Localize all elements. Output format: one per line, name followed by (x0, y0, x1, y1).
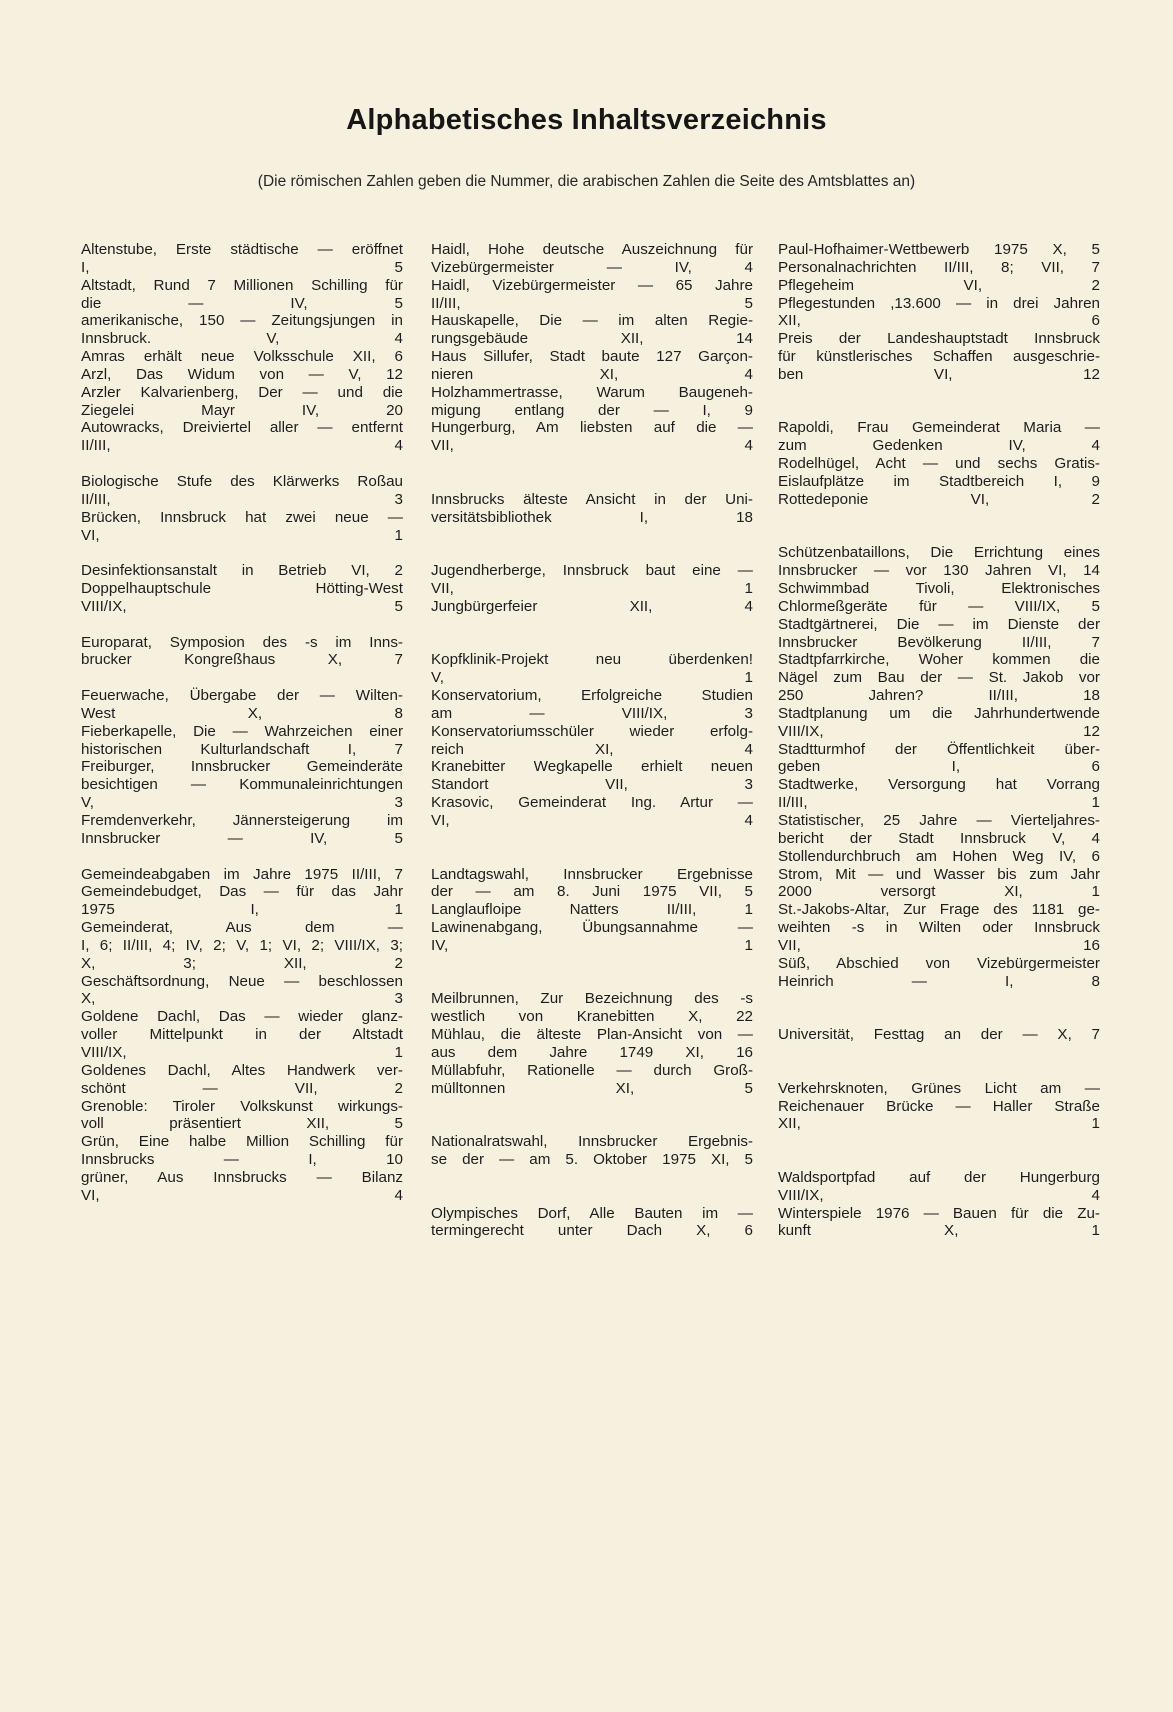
index-entry-line: Grenoble: Tiroler Volkskunst wirkungs- (81, 1097, 403, 1115)
index-column-3 (778, 241, 1100, 1240)
index-entry-line: Pflegestunden ,13.600 — in drei Jahren (778, 294, 1100, 312)
index-entry-line: Europarat, Symposion des -s im Inns- (81, 633, 403, 651)
index-entry-line: Konservatorium, Erfolgreiche Studien (431, 687, 753, 705)
index-entry-line: Landtagswahl, Innsbrucker Ergebnisse (431, 865, 753, 883)
entry-spacer (431, 455, 753, 473)
index-entry-line: Paul-Hofhaimer-Wettbewerb 1975 X, 5 (778, 241, 1100, 258)
index-entry-line: VI, 4 (81, 1186, 403, 1204)
index-entry-line: XII, 1 (778, 1115, 1100, 1133)
index-entry-line: versitätsbibliothek I, 18 (431, 508, 753, 526)
index-entry-line: Jugendherberge, Innsbruck baut eine — (431, 562, 753, 580)
index-entry-line: VIII/IX, 5 (81, 597, 403, 615)
entry-spacer (778, 384, 1100, 402)
index-entry-line: migung entlang der — I, 9 (431, 401, 753, 419)
index-entry-line: Konservatoriumsschüler wieder erfolg- (431, 722, 753, 740)
index-entry-line: brucker Kongreßhaus X, 7 (81, 651, 403, 669)
index-entry-line: besichtigen — Kommunaleinrichtungen (81, 776, 403, 794)
entry-spacer (778, 527, 1100, 545)
entry-spacer (431, 544, 753, 562)
entry-spacer (778, 990, 1100, 1008)
page-subtitle: (Die römischen Zahlen geben die Nummer, die arabischen Zahlen die Seite des Amtsblattes an) (257, 173, 916, 190)
entry-spacer (431, 473, 753, 491)
index-entry-line: Standort VII, 3 (431, 776, 753, 794)
index-entry-line: II/III, 4 (81, 437, 403, 455)
index-entry-line: Mühlau, die älteste Plan-Ansicht von — (431, 1026, 753, 1044)
entry-spacer (778, 1151, 1100, 1169)
index-entry-line: Universität, Festtag an der — X, 7 (778, 1026, 1100, 1044)
index-entry-line: geben I, 6 (778, 758, 1100, 776)
entry-spacer (81, 455, 403, 473)
index-entry-line: reich XI, 4 (431, 740, 753, 758)
index-entry-line: mülltonnen XI, 5 (431, 1079, 753, 1097)
entry-spacer (431, 616, 753, 634)
index-entry-line: Autowracks, Dreiviertel aller — entfernt (81, 419, 403, 437)
index-entry-line: schönt — VII, 2 (81, 1079, 403, 1097)
index-column-1 (81, 241, 403, 1205)
index-entry-line: Stadtturmhof der Öffentlichkeit über- (778, 740, 1100, 758)
index-entry-line: termingerecht unter Dach X, 6 (431, 1222, 753, 1240)
index-entry-line: X, 3 (81, 990, 403, 1008)
index-entry-line: VII, 4 (431, 437, 753, 455)
index-entry-line: Stollendurchbruch am Hohen Weg IV, 6 (778, 847, 1100, 865)
entry-spacer (81, 848, 403, 866)
index-entry-line: amerikanische, 150 — Zeitungsjungen in (81, 312, 403, 330)
entry-spacer (81, 616, 403, 634)
index-entry-line: VIII/IX, 4 (778, 1186, 1100, 1204)
index-entry-line: Hungerburg, Am liebsten auf die — (431, 419, 753, 437)
index-entry-line: Stadtplanung um die Jahrhundertwende (778, 704, 1100, 722)
index-entry-line: VII, 1 (431, 580, 753, 598)
index-entry-line: Langlaufloipe Natters II/III, 1 (431, 901, 753, 919)
index-entry-line: Müllabfuhr, Rationelle — durch Groß- (431, 1061, 753, 1079)
index-entry-line: Chlormeßgeräte für — VIII/IX, 5 (778, 597, 1100, 615)
index-entry-line: rungsgebäude XII, 14 (431, 330, 753, 348)
entry-spacer (431, 955, 753, 973)
index-entry-line: VII, 16 (778, 936, 1100, 954)
index-entry-line: Strom, Mit — und Wasser bis zum Jahr (778, 865, 1100, 883)
index-entry-line: Meilbrunnen, Zur Bezeichnung des -s (431, 990, 753, 1008)
index-entry-line: Rapoldi, Frau Gemeinderat Maria — (778, 419, 1100, 437)
index-entry-line: VI, 1 (81, 526, 403, 544)
index-entry-line: für künstlerisches Schaffen ausgeschrie- (778, 348, 1100, 366)
entry-spacer (431, 1187, 753, 1205)
index-entry-line: Innsbrucker — vor 130 Jahren VI, 14 (778, 562, 1100, 580)
index-entry-line: der — am 8. Juni 1975 VII, 5 (431, 883, 753, 901)
index-entry-line: Gemeindebudget, Das — für das Jahr (81, 883, 403, 901)
index-entry-line: Olympisches Dorf, Alle Bauten im — (431, 1204, 753, 1222)
index-entry-line: Kranebitter Wegkapelle erhielt neuen (431, 758, 753, 776)
index-entry-line: Amras erhält neue Volksschule XII, 6 (81, 348, 403, 366)
index-entry-line: Verkehrsknoten, Grünes Licht am — (778, 1079, 1100, 1097)
index-entry-line: Süß, Abschied von Vizebürgermeister (778, 954, 1100, 972)
index-entry-line: Gemeindeabgaben im Jahre 1975 II/III, 7 (81, 865, 403, 883)
index-entry-line: Pflegeheim VI, 2 (778, 276, 1100, 294)
entry-spacer (431, 973, 753, 991)
index-entry-line: II/III, 1 (778, 794, 1100, 812)
index-entry-line: historischen Kulturlandschaft I, 7 (81, 740, 403, 758)
index-entry-line: ben VI, 12 (778, 365, 1100, 383)
index-entry-line: Innsbrucker Bevölkerung II/III, 7 (778, 633, 1100, 651)
entry-spacer (778, 1062, 1100, 1080)
index-entry-line: Stadtgärtnerei, Die — im Dienste der (778, 615, 1100, 633)
page-title: Alphabetisches Inhaltsverzeichnis (346, 104, 827, 136)
index-entry-line: 2000 versorgt XI, 1 (778, 883, 1100, 901)
index-entry-line: VIII/IX, 12 (778, 722, 1100, 740)
index-entry-line: Altstadt, Rund 7 Millionen Schilling für (81, 276, 403, 294)
index-entry-line: XII, 6 (778, 312, 1100, 330)
index-entry-line: Waldsportpfad auf der Hungerburg (778, 1168, 1100, 1186)
entry-spacer (431, 830, 753, 848)
entry-spacer (431, 848, 753, 866)
index-entry-line: Innsbrucks — I, 10 (81, 1151, 403, 1169)
index-entry-line: Rodelhügel, Acht — und sechs Gratis- (778, 455, 1100, 473)
index-entry-line: voller Mittelpunkt in der Altstadt (81, 1026, 403, 1044)
index-entry-line: 1975 I, 1 (81, 901, 403, 919)
index-column-2 (431, 241, 753, 1240)
index-entry-line: X, 3; XII, 2 (81, 954, 403, 972)
index-entry-line: IV, 1 (431, 936, 753, 954)
index-entry-line: Biologische Stufe des Klärwerks Roßau (81, 472, 403, 490)
index-entry-line: Statistischer, 25 Jahre — Vierteljahres- (778, 812, 1100, 829)
index-entry-line: Vizebürgermeister — IV, 4 (431, 258, 753, 276)
index-entry-line: bericht der Stadt Innsbruck V, 4 (778, 829, 1100, 847)
index-entry-line: Winterspiele 1976 — Bauen für die Zu- (778, 1204, 1100, 1222)
index-entry-line: Innsbrucker — IV, 5 (81, 829, 403, 847)
index-entry-line: Stadtpfarrkirche, Woher kommen die (778, 651, 1100, 669)
index-entry-line: Feuerwache, Übergabe der — Wilten- (81, 687, 403, 705)
index-entry-line: Freiburger, Innsbrucker Gemeinderäte (81, 758, 403, 776)
index-entry-line: V, 1 (431, 669, 753, 687)
index-entry-line: II/III, 3 (81, 490, 403, 508)
index-entry-line: Rottedeponie VI, 2 (778, 490, 1100, 508)
index-entry-line: kunft X, 1 (778, 1222, 1100, 1240)
index-entry-line: Grün, Eine halbe Million Schilling für (81, 1133, 403, 1151)
index-entry-line: Schützenbataillons, Die Errichtung eines (778, 544, 1100, 562)
index-entry-line: am — VIII/IX, 3 (431, 704, 753, 722)
entry-spacer (431, 634, 753, 652)
index-entry-line: I, 6; II/III, 4; IV, 2; V, 1; VI, 2; VIII/IX, 3; (81, 936, 403, 954)
index-entry-line: aus dem Jahre 1749 XI, 16 (431, 1043, 753, 1061)
index-entry-line: Doppelhauptschule Hötting-West (81, 580, 403, 598)
index-entry-line: Haidl, Vizebürgermeister — 65 Jahre (431, 276, 753, 294)
index-entry-line: Altenstube, Erste städtische — eröffnet (81, 241, 403, 258)
index-entry-line: Nationalratswahl, Innsbrucker Ergebnis- (431, 1133, 753, 1151)
index-entry-line: weihten -s in Wilten oder Innsbruck (778, 919, 1100, 937)
index-entry-line: voll präsentiert XII, 5 (81, 1115, 403, 1133)
index-entry-line: Haidl, Hohe deutsche Auszeichnung für (431, 241, 753, 258)
entry-spacer (778, 1044, 1100, 1062)
index-entry-line: St.-Jakobs-Altar, Zur Frage des 1181 ge- (778, 901, 1100, 919)
entry-spacer (431, 527, 753, 545)
entry-spacer (778, 402, 1100, 420)
index-entry-line: Innsbrucks älteste Ansicht in der Uni- (431, 490, 753, 508)
entry-spacer (431, 1169, 753, 1187)
index-entry-line: Lawinenabgang, Übungsannahme — (431, 919, 753, 937)
index-entry-line: Geschäftsordnung, Neue — beschlossen (81, 972, 403, 990)
entry-spacer (431, 1098, 753, 1116)
index-entry-line: Fremdenverkehr, Jännersteigerung im (81, 812, 403, 829)
entry-spacer (778, 1008, 1100, 1026)
index-entry-line: Fieberkapelle, Die — Wahrzeichen einer (81, 722, 403, 740)
index-entry-line: Nägel zum Bau der — St. Jakob vor (778, 669, 1100, 687)
index-entry-line: zum Gedenken IV, 4 (778, 437, 1100, 455)
index-entry-line: Stadtwerke, Versorgung hat Vorrang (778, 776, 1100, 794)
index-entry-line: 250 Jahren? II/III, 18 (778, 687, 1100, 705)
index-entry-line: Personalnachrichten II/III, 8; VII, 7 (778, 258, 1100, 276)
index-entry-line: Arzler Kalvarienberg, Der — und die (81, 383, 403, 401)
index-entry-line: Preis der Landeshauptstadt Innsbruck (778, 330, 1100, 348)
index-entry-line: Brücken, Innsbruck hat zwei neue — (81, 508, 403, 526)
index-entry-line: Gemeinderat, Aus dem — (81, 919, 403, 937)
index-entry-line: Hauskapelle, Die — im alten Regie- (431, 312, 753, 330)
index-entry-line: se der — am 5. Oktober 1975 XI, 5 (431, 1151, 753, 1169)
index-entry-line: Innsbruck. V, 4 (81, 330, 403, 348)
entry-spacer (81, 544, 403, 562)
index-entry-line: VIII/IX, 1 (81, 1043, 403, 1061)
index-entry-line: Haus Sillufer, Stadt baute 127 Garçon- (431, 348, 753, 366)
index-entry-line: Desinfektionsanstalt in Betrieb VI, 2 (81, 562, 403, 580)
entry-spacer (778, 509, 1100, 527)
index-entry-line: Ziegelei Mayr IV, 20 (81, 401, 403, 419)
entry-spacer (81, 669, 403, 687)
index-entry-line: westlich von Kranebitten X, 22 (431, 1008, 753, 1026)
index-entry-line: Arzl, Das Widum von — V, 12 (81, 365, 403, 383)
index-entry-line: Kopfklinik-Projekt neu überdenken! (431, 651, 753, 669)
index-entry-line: Eislaufplätze im Stadtbereich I, 9 (778, 472, 1100, 490)
index-entry-line: Schwimmbad Tivoli, Elektronisches (778, 580, 1100, 598)
index-entry-line: Heinrich — I, 8 (778, 972, 1100, 990)
index-entry-line: II/III, 5 (431, 294, 753, 312)
index-entry-line: Reichenauer Brücke — Haller Straße (778, 1097, 1100, 1115)
index-entry-line: VI, 4 (431, 812, 753, 829)
index-entry-line: West X, 8 (81, 704, 403, 722)
index-entry-line: Goldenes Dachl, Altes Handwerk ver- (81, 1061, 403, 1079)
index-entry-line: I, 5 (81, 258, 403, 276)
index-entry-line: Jungbürgerfeier XII, 4 (431, 597, 753, 615)
index-entry-line: grüner, Aus Innsbrucks — Bilanz (81, 1168, 403, 1186)
index-entry-line: Goldene Dachl, Das — wieder glanz- (81, 1008, 403, 1026)
index-entry-line: Krasovic, Gemeinderat Ing. Artur — (431, 794, 753, 812)
index-entry-line: die — IV, 5 (81, 294, 403, 312)
entry-spacer (431, 1115, 753, 1133)
index-entry-line: Holzhammertrasse, Warum Baugeneh- (431, 383, 753, 401)
entry-spacer (778, 1133, 1100, 1151)
index-entry-line: V, 3 (81, 794, 403, 812)
index-entry-line: nieren XI, 4 (431, 365, 753, 383)
